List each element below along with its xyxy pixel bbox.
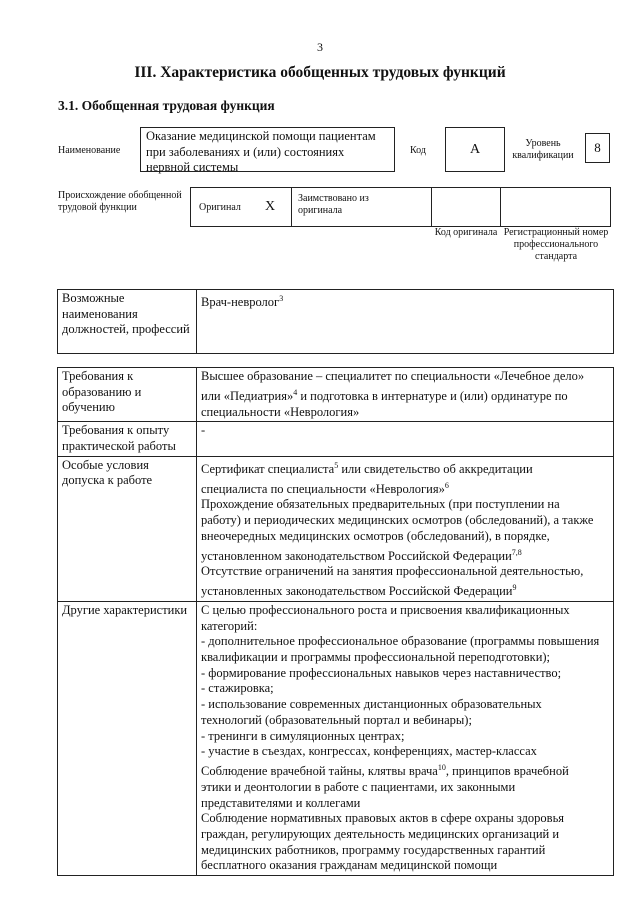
requirement-value (197, 456, 614, 601)
level-box (585, 133, 610, 163)
positions-table (57, 289, 614, 354)
footnote-ref: 6 (444, 480, 449, 490)
line-text: или «Педиатрия» (201, 388, 294, 403)
requirement-line (201, 369, 609, 385)
line-text: представителями и коллегами (201, 795, 361, 810)
line-text: категорий: (201, 618, 258, 633)
line-text: - использование современных дистанционных образовательных (201, 697, 542, 712)
level-value: 8 (594, 140, 601, 155)
requirement-line (201, 843, 609, 859)
requirement-line (201, 666, 609, 682)
requirement-label: Другие характеристики (58, 601, 197, 875)
line-text: Высшее образование – специалитет по специальности «Лечебное дело» (201, 369, 585, 383)
requirement-line (201, 405, 609, 421)
line-text: граждан, регулирующих деятельность медицинских организаций и (201, 826, 560, 841)
requirement-row (58, 456, 614, 601)
requirement-line (201, 796, 609, 812)
requirement-line (201, 458, 609, 478)
registration-caption: Регистрационный номер профессионального стандарта (503, 227, 609, 262)
original-label: Оригинал (199, 202, 241, 213)
line-text: внеочередных медицинских осмотров (обследований), в порядке, (201, 528, 550, 543)
requirement-line (201, 650, 609, 666)
requirement-line (201, 681, 609, 697)
requirement-line (201, 780, 609, 796)
line-text: Соблюдение врачебной тайны, клятвы врача (201, 764, 438, 779)
requirement-line (201, 580, 609, 600)
line-text: Сертификат специалиста (201, 461, 335, 476)
requirement-line (201, 529, 609, 545)
page-number: 3 (317, 40, 323, 54)
requirement-line (201, 697, 609, 713)
requirement-line (201, 634, 609, 650)
requirement-value (197, 368, 614, 422)
code-label: Код (410, 145, 426, 156)
requirement-value (197, 601, 614, 875)
positions-label: Возможные наименования должностей, профессий (58, 290, 197, 354)
line-text: специалиста по специальности «Неврология» (201, 481, 445, 496)
footnote-ref: 7,8 (511, 547, 522, 557)
requirements-table (57, 367, 614, 876)
requirement-row (58, 422, 614, 456)
requirement-line (201, 744, 609, 760)
function-name-box (140, 127, 395, 172)
line-text: , принципов врачебной (445, 764, 569, 779)
code-caption: Код оригинала (434, 227, 498, 238)
line-text: С целью профессионального роста и присвоения квалификационных (201, 602, 570, 617)
footnote-ref: 9 (512, 583, 517, 593)
function-name: Оказание медицинской помощи пациентам при заболеваниях и (или) состояниях нервной системы (146, 129, 376, 174)
positions-value-cell (197, 290, 614, 354)
code-box (445, 127, 505, 172)
borrowed-box (291, 187, 432, 227)
line-text: - дополнительное профессиональное образование (программы повышения (201, 634, 600, 649)
line-text: квалификации и программы профессиональной переподготовки); (201, 650, 551, 665)
section-title: III. Характеристика обобщенных трудовых функций (134, 64, 506, 81)
requirement-line (201, 827, 609, 843)
requirement-label: Особые условия допуска к работе (58, 456, 197, 601)
requirement-line (201, 811, 609, 827)
borrowed-label: Заимствовано из оригинала (298, 193, 369, 216)
requirement-line (201, 760, 609, 780)
line-text: Отсутствие ограничений на занятия профессиональной деятельностью, (201, 564, 584, 579)
original-code-box (431, 187, 501, 227)
line-text: - стажировка; (201, 681, 274, 696)
level-label: Уровень квалификации (512, 138, 574, 161)
requirement-line (201, 564, 609, 580)
footnote-ref: 10 (437, 762, 446, 772)
footnote-ref: 4 (293, 387, 298, 397)
line-text: - формирование профессиональных навыков через наставничество; (201, 665, 562, 680)
original-mark: X (265, 199, 276, 214)
origin-label: Происхождение обобщенной трудовой функции (58, 190, 182, 213)
requirement-line (201, 513, 609, 529)
subsection-title: 3.1. Обобщенная трудовая функция (58, 98, 275, 113)
requirement-label: Требования к опыту практической работы (58, 422, 197, 456)
line-text: Прохождение обязательных предварительных (при поступлении на (201, 497, 560, 512)
line-text: - тренинги в симуляционных центрах; (201, 728, 405, 743)
requirement-row (58, 368, 614, 422)
requirement-line (201, 423, 609, 439)
line-text: специальности «Неврология» (201, 404, 360, 419)
registration-number-box (500, 187, 611, 227)
requirement-line (201, 713, 609, 729)
requirement-label: Требования к образованию и обучению (58, 368, 197, 422)
line-text: Соблюдение нормативных правовых актов в сфере охраны здоровья (201, 811, 565, 826)
footnote-ref: 5 (334, 460, 339, 470)
line-text: - участие в съездах, конгрессах, конференциях, мастер-классах (201, 744, 537, 759)
line-text: установленном законодательством Российской Федерации (201, 548, 512, 563)
line-text: установленных законодательством Российской Федерации (201, 584, 513, 599)
requirement-line (201, 858, 609, 874)
line-text: медицинских работников, программу государственных гарантий (201, 842, 546, 857)
line-text: бесплатного оказания гражданам медицинской помощи (201, 858, 498, 873)
requirement-line (201, 385, 609, 405)
line-text: и подготовка в интернатуре и (или) ординатуре по (297, 388, 568, 403)
positions-value: Врач-невролог (201, 295, 280, 310)
original-box (190, 187, 292, 227)
requirement-line (201, 603, 609, 619)
line-text: или свидетельство об аккредитации (338, 461, 533, 476)
code-value: А (469, 141, 481, 157)
requirement-value (197, 422, 614, 456)
requirement-line (201, 478, 609, 498)
line-text: работу) и периодических медицинских осмотров (обследований), а также (201, 513, 594, 528)
requirement-line (201, 729, 609, 745)
positions-footnote: 3 (279, 294, 284, 303)
name-label: Наименование (58, 145, 121, 156)
requirement-line (201, 619, 609, 635)
line-text: этики и деонтологии в работе с пациентами, их законными (201, 779, 516, 794)
line-text: - (201, 423, 206, 438)
requirement-line (201, 497, 609, 513)
requirement-row (58, 601, 614, 875)
requirement-line (201, 545, 609, 565)
line-text: технологий (образовательный портал и вебинары); (201, 712, 472, 727)
